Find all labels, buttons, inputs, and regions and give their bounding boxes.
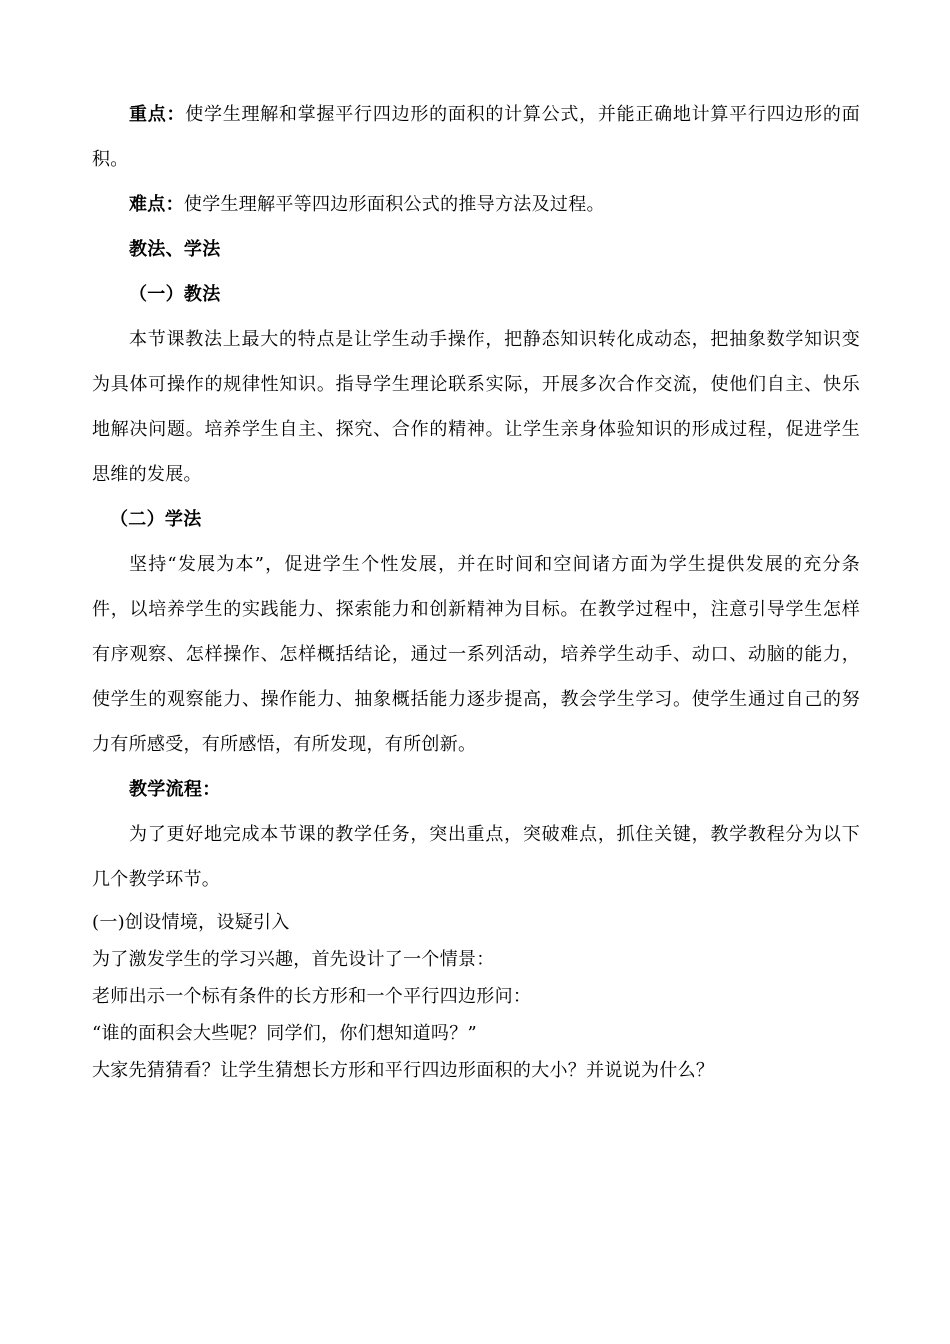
difficult-point-label: 难点： (129, 194, 184, 215)
difficult-point-paragraph (92, 182, 860, 227)
key-point-text: 使学生理解和掌握平行四边形的面积的计算公式，并能正确地计算平行四边形的面积。 (92, 104, 860, 170)
document-page (92, 92, 860, 1089)
section-title-scenario: (一)创设情境，设疑引入 (92, 912, 290, 933)
key-point-paragraph (92, 92, 860, 182)
process-intro: 为了更好地完成本节课的教学任务，突出重点，突破难点，抓住关键，教学教程分为以下几个教学环节。 (92, 824, 860, 890)
scenario-line-2: 老师出示一个标有条件的长方形和一个平行四边形问： (92, 986, 532, 1007)
teaching-method-text: 本节课教法上最大的特点是让学生动手操作，把静态知识转化成动态，把抽象数学知识变为具体可操作的规律性知识。指导学生理论联系实际，开展多次合作交流，使他们自主、快乐地解决问题。培养学生自主、探究、合作的精神。让学生亲身体验知识的形成过程，促进学生思维的发展。 (92, 329, 860, 485)
learning-method-heading: （二）学法 (110, 509, 202, 530)
scenario-quote: “谁的面积会大些呢？同学们，你们想知道吗？” (92, 1023, 478, 1044)
scenario-line-3: 大家先猜猜看？让学生猜想长方形和平行四边形面积的大小？并说说为什么？ (92, 1060, 715, 1081)
learning-method-text: 坚持“发展为本”，促进学生个性发展，并在时间和空间诸方面为学生提供发展的充分条件，以培养学生的实践能力、探索能力和创新精神为目标。在教学过程中，注意引导学生怎样有序观察、怎样操作、怎样概括结论，通过一系列活动，培养学生动手、动口、动脑的能力，使学生的观察能力、操作能力、抽象概括能力逐步提高，教会学生学习。使学生通过自己的努力有所感受，有所感悟，有所发现，有所创新。 (92, 554, 860, 755)
teaching-method-heading: （一）教法 (129, 284, 221, 305)
process-heading: 教学流程： (129, 779, 221, 800)
key-point-label: 重点： (129, 104, 186, 125)
methods-heading: 教法、学法 (129, 239, 221, 260)
difficult-point-text: 使学生理解平等四边形面积公式的推导方法及过程。 (183, 194, 605, 215)
scenario-line-1: 为了激发学生的学习兴趣，首先设计了一个情景： (92, 949, 495, 970)
